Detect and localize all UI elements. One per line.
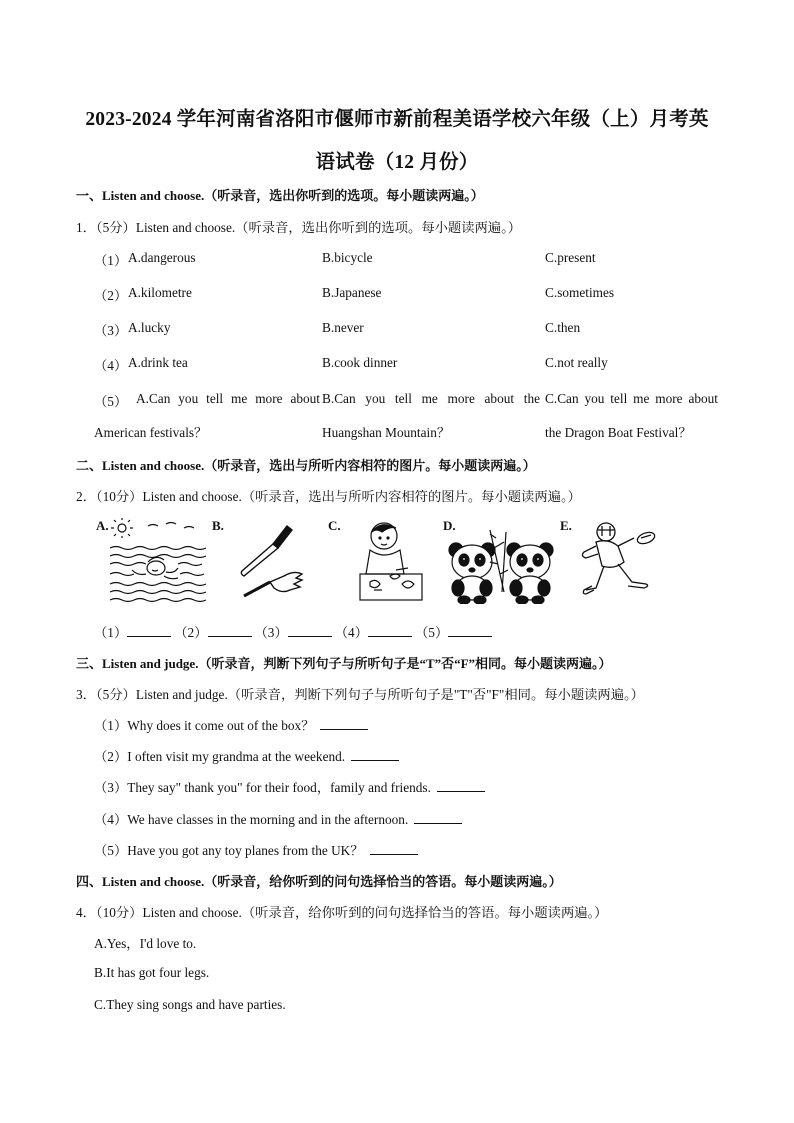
sun-icon <box>118 524 126 532</box>
q1-row3-option-c[interactable]: C.then <box>545 320 581 335</box>
q3-item-4-text: （4）We have classes in the morning and in the afternoon. <box>94 812 409 827</box>
q3-answer-blank-2[interactable] <box>351 748 399 761</box>
q1-row4-option-c[interactable]: C.not really <box>545 355 608 370</box>
q3-item-5 <box>94 840 418 859</box>
football-icon <box>636 530 656 546</box>
boy-drawing-picture[interactable] <box>350 518 434 604</box>
q3-item-1 <box>94 715 368 734</box>
q2-blank5[interactable] <box>448 624 492 637</box>
q3-answer-blank-3[interactable] <box>437 779 485 792</box>
q2-blank1-num: （1） <box>94 625 128 640</box>
pandas-picture[interactable] <box>444 518 564 604</box>
q3-item-2 <box>94 746 399 765</box>
q3-answer-blank-1[interactable] <box>320 717 368 730</box>
section-1-heading: 一、Listen and choose.（听录音，选出你听到的选项。每小题读两遍。） <box>76 188 484 203</box>
q3-answer-blank-5[interactable] <box>370 842 418 855</box>
q1-row5-option-c[interactable]: C.Can you tell me more about <box>545 391 718 406</box>
section-3-heading: 三、Listen and judge.（听录音，判断下列句子与所听句子是“T”否“F”相同。每小题读两遍。） <box>76 656 612 671</box>
q1-row5-option-a[interactable]: A.Can you tell me more about <box>136 391 320 406</box>
q1-row5-option-c-cont: the Dragon Boat Festival？ <box>545 425 692 440</box>
q1-row2-num: （2） <box>94 288 128 303</box>
panda-right-icon <box>507 543 553 604</box>
q1-row1-option-c[interactable]: C.present <box>545 250 596 265</box>
exam-title-line1: 2023-2024 学年河南省洛阳市偃师市新前程美语学校六年级（上）月考英 <box>85 109 709 130</box>
q1-row4-option-b[interactable]: B.cook dinner <box>322 355 398 370</box>
section-4-heading: 四、Listen and choose.（听录音，给你听到的问句选择恰当的答语。每小题读两遍。） <box>76 874 562 889</box>
knife-handle-icon <box>273 526 292 548</box>
picture-label-b: B. <box>212 518 224 533</box>
q2-blank2[interactable] <box>208 624 252 637</box>
q1-row1-option-b[interactable]: B.bicycle <box>322 250 373 265</box>
q4-option-a[interactable]: A.Yes，I'd love to. <box>94 936 197 951</box>
q3-item-2-text: （2）I often visit my grandma at the weekend. <box>94 749 346 764</box>
q1-row5-num: （5） <box>94 394 128 409</box>
q2-blank3-num: （3） <box>254 625 288 640</box>
q1-row4-num: （4） <box>94 358 128 373</box>
q3-item-1-text: （1）Why does it come out of the box？ <box>94 718 315 733</box>
q1-row1-option-a[interactable]: A.dangerous <box>128 250 196 265</box>
q2-stem: 2．（10分）Listen and choose.（听录音，选出与所听内容相符的图片。每小题读两遍。） <box>76 489 581 504</box>
q2-blank4-num: （4） <box>334 625 368 640</box>
q1-row3-option-a[interactable]: A.lucky <box>128 320 171 335</box>
q1-stem: 1．（5分）Listen and choose.（听录音，选出你听到的选项。每小题读两遍。） <box>76 220 522 235</box>
q2-blank3[interactable] <box>288 624 332 637</box>
q4-option-b[interactable]: B.It has got four legs. <box>94 965 210 980</box>
picture-label-c: C. <box>328 518 341 533</box>
q4-option-c[interactable]: C.They sing songs and have parties. <box>94 997 286 1012</box>
q3-item-3 <box>94 777 485 796</box>
q1-row5-option-b[interactable]: B.Can you tell me more about the <box>322 391 540 406</box>
q2-blank4[interactable] <box>368 624 412 637</box>
q2-answer-row <box>94 622 495 641</box>
q3-item-5-text: （5）Have you got any toy planes from the UK？ <box>94 843 364 858</box>
picture-label-d: D. <box>443 518 456 533</box>
q1-row5-option-a-cont: American festivals？ <box>94 425 208 440</box>
section-2-heading: 二、Listen and choose.（听录音，选出与所听内容相符的图片。每小题读两遍。） <box>76 458 536 473</box>
q1-row4-option-a[interactable]: A.drink tea <box>128 355 188 370</box>
q2-blank2-num: （2） <box>174 625 208 640</box>
football-player-picture[interactable] <box>578 518 668 604</box>
q3-item-4 <box>94 809 462 828</box>
q1-row5-option-b-cont: Huangshan Mountain？ <box>322 425 451 440</box>
q1-row3-option-b[interactable]: B.never <box>322 320 364 335</box>
q1-row2-option-c[interactable]: C.sometimes <box>545 285 615 300</box>
q1-row1-num: （1） <box>94 253 128 268</box>
q4-stem: 4．（10分）Listen and choose.（听录音，给你听到的问句选择恰当的答语。每小题读两遍。） <box>76 905 608 920</box>
swimming-picture[interactable] <box>108 518 208 604</box>
exam-title-line2: 语试卷（12 月份） <box>315 152 479 173</box>
panda-left-icon <box>449 543 495 604</box>
q3-stem: 3．（5分）Listen and judge.（听录音，判断下列句子与所听句子是"T"否"F"相同。每小题读两遍。） <box>76 687 644 702</box>
knife-and-fork-picture[interactable] <box>232 520 312 604</box>
picture-label-a: A. <box>96 518 109 533</box>
q2-blank5-num: （5） <box>415 625 449 640</box>
q3-answer-blank-4[interactable] <box>414 811 462 824</box>
q1-row2-option-b[interactable]: B.Japanese <box>322 285 382 300</box>
q3-item-3-text: （3）They say" thank you" for their food，family and friends. <box>94 780 431 795</box>
picture-label-e: E. <box>560 518 572 533</box>
q1-row3-num: （3） <box>94 323 128 338</box>
q1-row2-option-a[interactable]: A.kilometre <box>128 285 192 300</box>
q2-blank1[interactable] <box>127 624 171 637</box>
